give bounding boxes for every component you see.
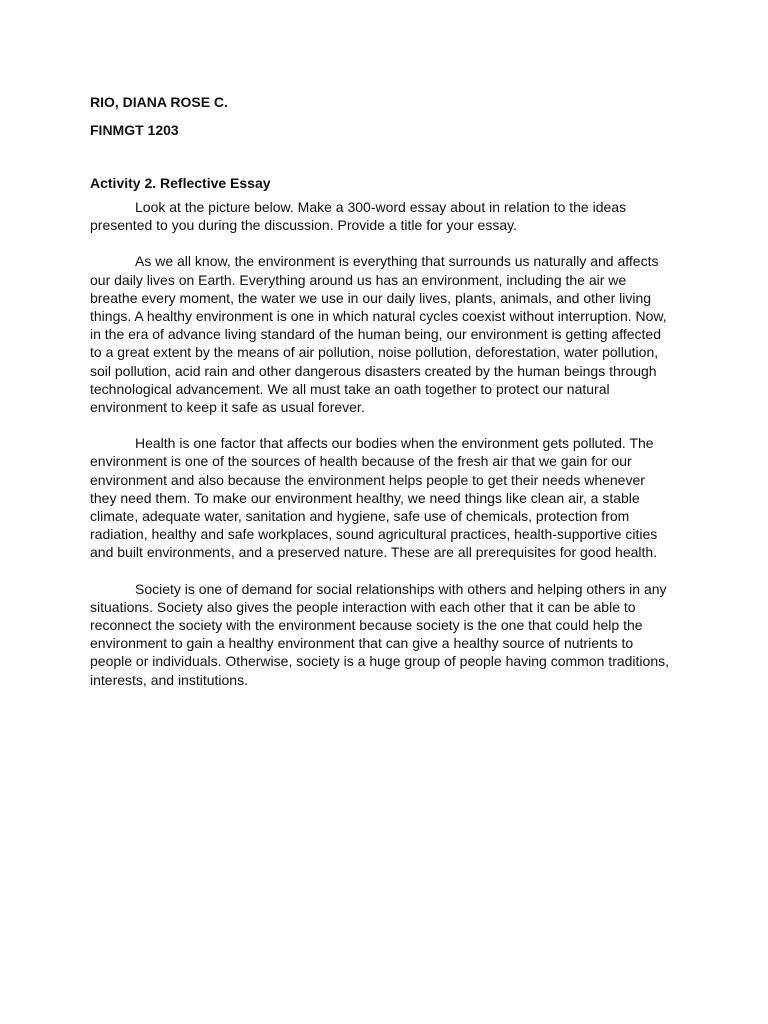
student-name: RIO, DIANA ROSE C. [90, 94, 228, 110]
activity-title: Activity 2. Reflective Essay [90, 175, 271, 191]
document-body [90, 94, 670, 707]
essay-paragraph-society: Society is one of demand for social relationships with others and helping others in any situations. Society also gives the people interaction with each other that it can be able to reconnect the society with the environment because society is the one that could help the environment to gain a healthy environment that can give a healthy source of nutrients to people or individuals. Otherwise, society is a huge group of people having common traditions, interests, and institutions. [90, 580, 669, 688]
instructions-paragraph: Look at the picture below. Make a 300-word essay about in relation to the ideas presented to you during the discussion. Provide a title for your essay. [90, 199, 627, 234]
essay-paragraph-environment: As we all know, the environment is everything that surrounds us naturally and affects our daily lives on Earth. Everything around us has an environment, including the air we breathe every moment, the water we use in our daily lives, plants, animals, and other living things. A healthy environment is one in which natural cycles coexist without interruption. Now, in the era of advance living standard of the human being, our environment is getting affected to a great extent by the means of air pollution, noise pollution, deforestation, water pollution, soil pollution, acid rain and other dangerous disasters created by the human beings through technological advancement. We all must take an oath together to protect our natural environment to keep it safe as usual forever. [90, 253, 667, 416]
essay-paragraph-health: Health is one factor that affects our bodies when the environment gets polluted. The environment is one of the sources of health because of the fresh air that we gain for our environment and also because the environment helps people to get their needs whenever they need them. To make our environment healthy, we need things like clean air, a stable climate, adequate water, sanitation and hygiene, safe use of chemicals, protection from radiation, healthy and safe workplaces, sound agricultural practices, health-supportive cities and built environments, and a preserved nature. These are all prerequisites for good health. [90, 435, 658, 561]
course-code: FINMGT 1203 [90, 122, 179, 138]
